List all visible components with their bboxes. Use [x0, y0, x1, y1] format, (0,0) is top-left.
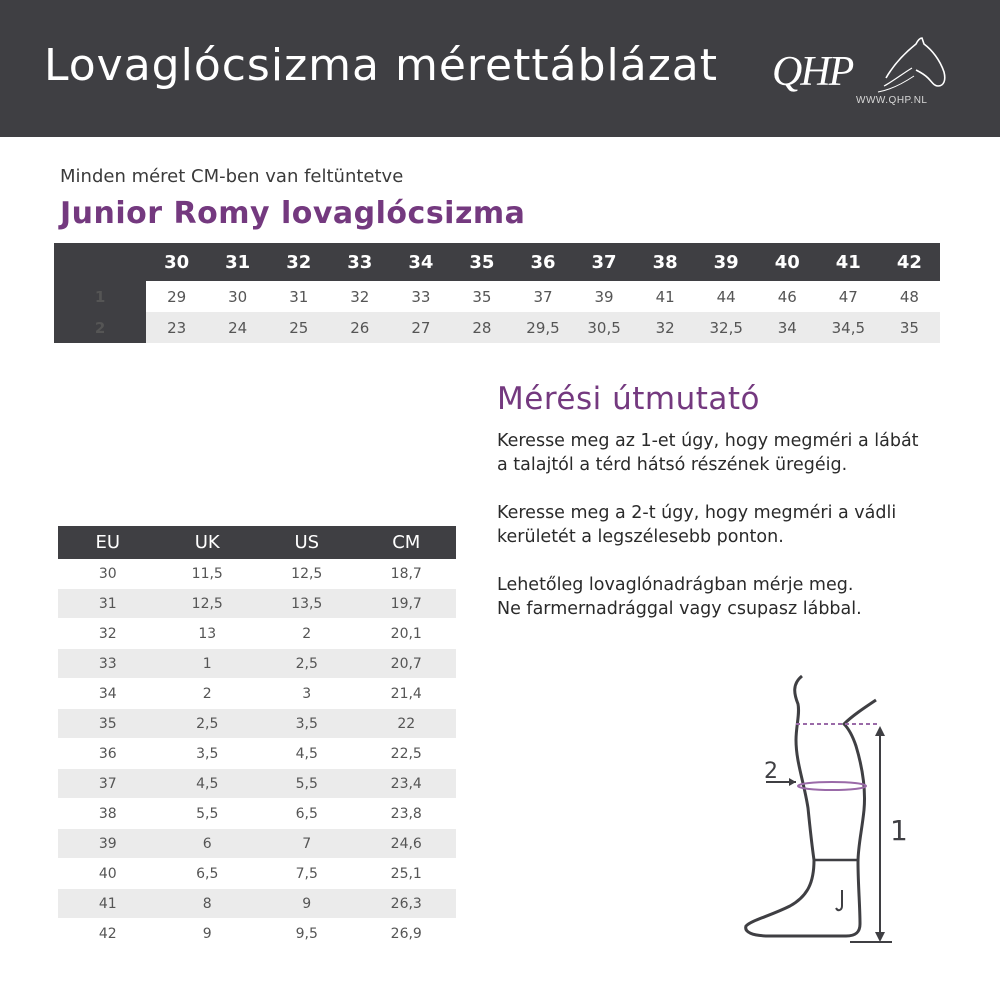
size-cell: 41 [655, 287, 675, 306]
conversion-cell-cm: 19,7 [357, 589, 457, 619]
conversion-cell-us: 2 [257, 619, 357, 649]
logo-url: WWW.QHP.NL [856, 95, 928, 106]
conversion-cell-us: 13,5 [257, 589, 357, 619]
size-cell: 34 [757, 312, 818, 343]
units-note: Minden méret CM-ben van feltüntetve [60, 166, 404, 187]
conversion-cell-eu: 39 [58, 829, 158, 859]
calf-arrow-head [789, 778, 796, 786]
conversion-row [58, 859, 456, 889]
conversion-row [58, 739, 456, 769]
conversion-cell-cm: 22,5 [357, 739, 457, 769]
conversion-cell-cm: 18,7 [357, 559, 457, 589]
size-cell: 28 [451, 312, 512, 343]
conversion-cell-cm: 20,7 [357, 649, 457, 679]
size-cell: 46 [777, 287, 797, 306]
size-header-cell: 42 [879, 243, 940, 281]
row-label: 2 [54, 312, 146, 343]
conversion-cell-cm: 20,1 [357, 619, 457, 649]
qhp-logo [766, 34, 956, 114]
conversion-cell-cm: 22 [357, 709, 457, 739]
product-title: Junior Romy lovaglócsizma [60, 196, 526, 231]
label-1: 1 [890, 814, 908, 847]
size-cell: 26 [329, 312, 390, 343]
guide-paragraph-3: Lehetőleg lovaglónadrágban mérje meg. Ne farmernadrággal vagy csupasz lábbal. [497, 575, 862, 619]
calf-circumference-mark [798, 782, 866, 790]
size-cell: 37 [533, 287, 553, 306]
conversion-cell-us: 5,5 [257, 769, 357, 799]
header-bar [0, 0, 1000, 137]
conversion-row [58, 619, 456, 649]
size-cell: 30,5 [574, 312, 635, 343]
conversion-cell-uk: 12,5 [158, 589, 258, 619]
conversion-cell-us: 12,5 [257, 559, 357, 589]
size-cell: 30 [228, 287, 248, 306]
size-header-corner [54, 243, 146, 281]
size-header-cell: 34 [390, 243, 451, 281]
conversion-row [58, 769, 456, 799]
guide-paragraph-1: Keresse meg az 1-et úgy, hogy megméri a lábát a talajtól a térd hátsó részének üregéig. [497, 431, 919, 475]
conversion-row [58, 649, 456, 679]
conversion-cell-uk: 4,5 [158, 769, 258, 799]
size-cell: 48 [899, 287, 919, 306]
page-title: Lovaglócsizma mérettáblázat [44, 40, 719, 91]
conversion-cell-us: 9 [257, 889, 357, 919]
conversion-cell-uk: 8 [158, 889, 258, 919]
size-cell: 24 [207, 312, 268, 343]
conversion-cell-us: 7,5 [257, 859, 357, 889]
size-cell: 25 [268, 312, 329, 343]
size-cell: 31 [289, 287, 309, 306]
conversion-cell-us: 7 [257, 829, 357, 859]
size-header-cell: 31 [207, 243, 268, 281]
ankle-mark [836, 890, 842, 910]
conversion-header-row [58, 526, 456, 559]
conversion-cell-uk: 1 [158, 649, 258, 679]
conversion-cell-cm: 23,8 [357, 799, 457, 829]
conversion-cell-us: 9,5 [257, 919, 357, 949]
conversion-cell-eu: 42 [58, 919, 158, 949]
conversion-cell-eu: 32 [58, 619, 158, 649]
conversion-row [58, 919, 456, 949]
conversion-table [58, 526, 456, 949]
conversion-cell-us: 6,5 [257, 799, 357, 829]
size-header-cell: 37 [574, 243, 635, 281]
conversion-cell-cm: 26,9 [357, 919, 457, 949]
size-cell: 32,5 [696, 312, 757, 343]
conversion-cell-eu: 33 [58, 649, 158, 679]
size-row-1 [54, 281, 940, 312]
conversion-cell-uk: 3,5 [158, 739, 258, 769]
conversion-cell-uk: 9 [158, 919, 258, 949]
conversion-body [58, 559, 456, 949]
conversion-cell-uk: 11,5 [158, 559, 258, 589]
size-header-cell: 41 [818, 243, 879, 281]
conversion-cell-uk: 2,5 [158, 709, 258, 739]
size-header-cell: 39 [696, 243, 757, 281]
conversion-header-eu: EU [58, 526, 158, 559]
conversion-row [58, 589, 456, 619]
size-cell: 34,5 [818, 312, 879, 343]
row-label: 1 [54, 281, 146, 312]
conversion-cell-us: 3,5 [257, 709, 357, 739]
conversion-header-uk: UK [158, 526, 258, 559]
conversion-cell-us: 3 [257, 679, 357, 709]
size-cell: 47 [838, 287, 858, 306]
conversion-cell-cm: 25,1 [357, 859, 457, 889]
leg-back-outline [795, 676, 814, 860]
conversion-cell-eu: 37 [58, 769, 158, 799]
size-cell: 33 [411, 287, 431, 306]
label-2: 2 [764, 759, 778, 784]
size-cell: 27 [390, 312, 451, 343]
conversion-cell-eu: 31 [58, 589, 158, 619]
conversion-cell-cm: 23,4 [357, 769, 457, 799]
conversion-cell-uk: 6 [158, 829, 258, 859]
conversion-row [58, 559, 456, 589]
conversion-row [58, 799, 456, 829]
conversion-row [58, 829, 456, 859]
guide-title: Mérési útmutató [497, 381, 760, 417]
conversion-cell-eu: 38 [58, 799, 158, 829]
size-header-cell: 30 [146, 243, 207, 281]
conversion-cell-eu: 35 [58, 709, 158, 739]
conversion-cell-us: 4,5 [257, 739, 357, 769]
conversion-cell-uk: 13 [158, 619, 258, 649]
size-cell: 32 [635, 312, 696, 343]
logo-text: QHP [772, 49, 853, 95]
size-row-2 [54, 312, 940, 343]
leg-measurement-diagram [730, 670, 930, 960]
height-arrow-top [875, 726, 885, 736]
conversion-header-us: US [257, 526, 357, 559]
size-header-cell: 32 [268, 243, 329, 281]
size-cell: 32 [350, 287, 370, 306]
conversion-row [58, 709, 456, 739]
conversion-cell-uk: 2 [158, 679, 258, 709]
conversion-cell-eu: 40 [58, 859, 158, 889]
conversion-cell-uk: 5,5 [158, 799, 258, 829]
conversion-row [58, 679, 456, 709]
conversion-cell-eu: 30 [58, 559, 158, 589]
size-cell: 23 [146, 312, 207, 343]
size-cell: 29,5 [512, 312, 573, 343]
size-cell: 29 [167, 287, 187, 306]
conversion-row [58, 889, 456, 919]
conversion-cell-us: 2,5 [257, 649, 357, 679]
size-header-cell: 35 [451, 243, 512, 281]
size-header-row [54, 243, 940, 281]
conversion-cell-eu: 34 [58, 679, 158, 709]
size-cell: 35 [879, 312, 940, 343]
conversion-header-cm: CM [357, 526, 457, 559]
conversion-cell-eu: 41 [58, 889, 158, 919]
size-header-cell: 40 [757, 243, 818, 281]
conversion-cell-cm: 21,4 [357, 679, 457, 709]
height-arrow-bottom [875, 932, 885, 942]
conversion-cell-eu: 36 [58, 739, 158, 769]
size-header-cell: 33 [329, 243, 390, 281]
size-header-cell: 38 [635, 243, 696, 281]
conversion-cell-cm: 26,3 [357, 889, 457, 919]
guide-paragraph-2: Keresse meg a 2-t úgy, hogy megméri a vádli kerületét a legszélesebb ponton. [497, 503, 897, 547]
conversion-cell-uk: 6,5 [158, 859, 258, 889]
size-header-cell: 36 [512, 243, 573, 281]
size-cell: 35 [472, 287, 492, 306]
conversion-cell-cm: 24,6 [357, 829, 457, 859]
size-cell: 39 [594, 287, 614, 306]
size-cell: 44 [716, 287, 736, 306]
size-table [54, 243, 940, 343]
